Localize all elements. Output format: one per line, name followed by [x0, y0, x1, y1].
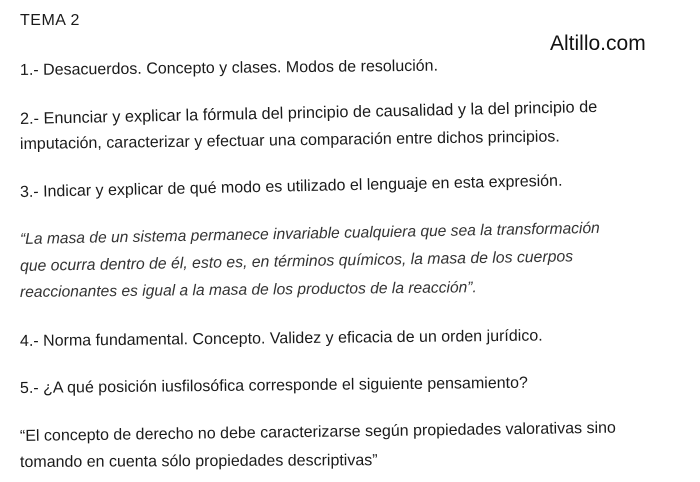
- quote-2-line-2: tomando en cuenta sólo propiedades descriptivas”: [19, 452, 378, 471]
- question-2-line-1: 2.- Enunciar y explicar la fórmula del principio de causalidad y la del principio de: [19, 97, 598, 128]
- quote-1-line-2: que ocurra dentro de él, esto es, en términos químicos, la masa de los cuerpos: [19, 248, 574, 275]
- quote-1-line-3: reaccionantes es igual a la masa de los productos de la reacción”.: [19, 279, 477, 301]
- question-5: 5.- ¿A qué posición iusfilosófica corresponde el siguiente pensamiento?: [19, 374, 528, 397]
- question-4: 4.- Norma fundamental. Concepto. Validez y eficacia de un orden jurídico.: [19, 327, 543, 350]
- page-title: TEMA 2: [20, 12, 80, 29]
- question-3: 3.- Indicar y explicar de qué modo es utilizado el lenguaje en esta expresión.: [19, 172, 563, 201]
- question-2-line-2: imputación, caracterizar y efectuar una comparación entre dichos principios.: [19, 128, 560, 153]
- watermark: Altillo.com: [550, 32, 646, 55]
- quote-2-line-1: “El concepto de derecho no debe caracterizarse según propiedades valorativas sino: [19, 419, 616, 445]
- question-1: 1.- Desacuerdos. Concepto y clases. Modos de resolución.: [19, 57, 439, 79]
- quote-1-line-1: “La masa de un sistema permanece invariable cualquiera que sea la transformación: [19, 219, 600, 248]
